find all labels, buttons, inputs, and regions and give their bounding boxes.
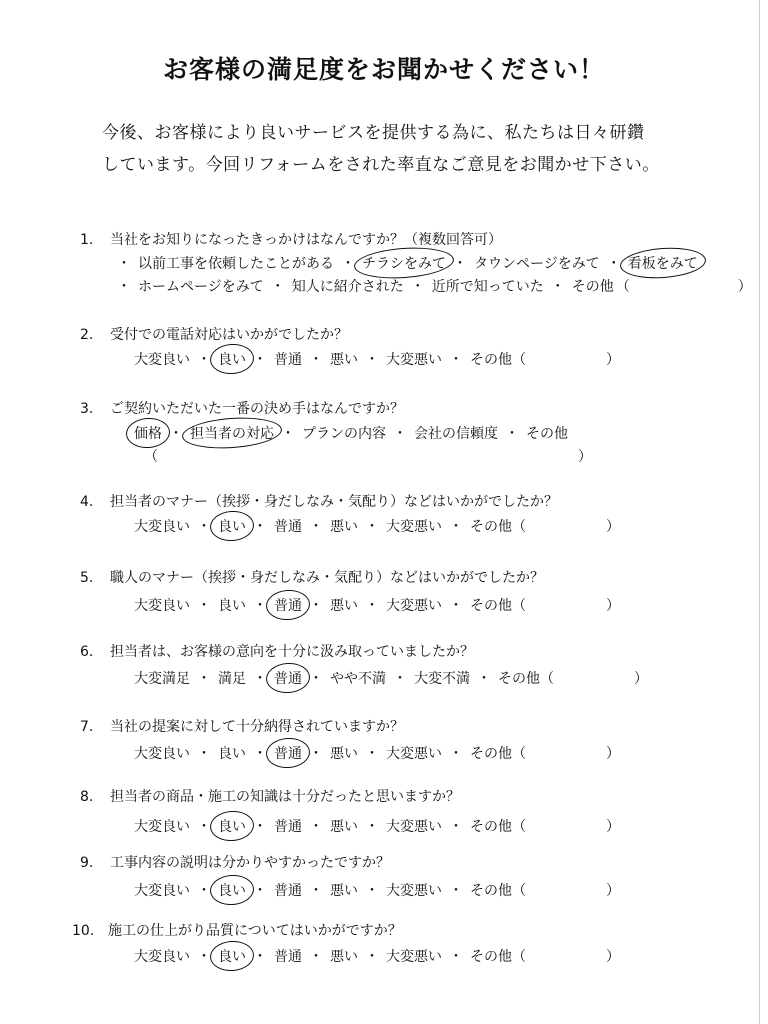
question-7-options: 大変良い ・ 良い ・ 普通 ・ 悪い ・ 大変悪い ・ その他 （ ） [134, 743, 620, 763]
option[interactable]: 普通 [274, 949, 302, 965]
other-paren-close: ） [578, 449, 592, 465]
question-5-options: 大変良い ・ 良い ・ 普通 ・ 悪い ・ 大変悪い ・ その他 （ ） [134, 595, 620, 615]
option[interactable]: 大変満足 [134, 671, 190, 687]
other-paren-open: （ [512, 352, 526, 368]
question-10-options: 大変良い ・ 良い ・ 普通 ・ 悪い ・ 大変悪い ・ その他 （ ） [134, 946, 620, 966]
option[interactable]: 大変悪い [386, 819, 442, 835]
option[interactable]: ホームページをみて [138, 279, 264, 295]
question-number: 6. [80, 644, 94, 660]
question-9-options: 大変良い ・ 良い ・ 普通 ・ 悪い ・ 大変悪い ・ その他 （ ） [134, 880, 620, 900]
option[interactable]: 大変悪い [386, 883, 442, 899]
option[interactable]: 以前工事を依頼したことがある [138, 256, 334, 272]
other-paren-open: （ [615, 279, 630, 295]
other-paren-open: （ [512, 746, 526, 762]
option-circled[interactable]: 価格 [134, 423, 162, 443]
other-paren-close: ） [606, 746, 620, 762]
option[interactable]: その他 [470, 519, 512, 535]
option[interactable]: 普通 [274, 883, 302, 899]
option[interactable]: タウンページをみて [474, 256, 600, 272]
option[interactable]: 大変悪い [386, 519, 442, 535]
question-text: 職人のマナー（挨拶・身だしなみ・気配り）などはいかがでしたか？ [110, 570, 544, 586]
question-6-options: 大変満足 ・ 満足 ・ 普通 ・ やや不満 ・ 大変不満 ・ その他 （ ） [134, 668, 648, 688]
question-2 [80, 324, 348, 344]
other-paren-open: （ [512, 598, 526, 614]
question-text: 担当者は、お客様の意向を十分に汲み取っていましたか？ [110, 644, 474, 660]
question-text: 施工の仕上がり品質についてはいかがですか？ [108, 923, 402, 939]
other-paren-open: （ [512, 949, 526, 965]
other-paren-open: （ [512, 819, 526, 835]
option[interactable]: その他 [470, 598, 512, 614]
question-10 [72, 920, 402, 940]
question-4-options: 大変良い ・ 良い ・ 普通 ・ 悪い ・ 大変悪い ・ その他 （ ） [134, 516, 620, 536]
option[interactable]: 大変悪い [386, 598, 442, 614]
question-number: 10. [72, 923, 95, 939]
question-number: 8. [80, 789, 94, 805]
option[interactable]: 悪い [330, 746, 358, 762]
option-circled[interactable]: 普通 [274, 743, 302, 763]
option[interactable]: 悪い [330, 819, 358, 835]
other-paren-close: ） [606, 519, 620, 535]
option-circled[interactable]: 普通 [274, 595, 302, 615]
option[interactable]: 大変良い [134, 819, 190, 835]
option[interactable]: 悪い [330, 949, 358, 965]
option[interactable]: 近所で知っていた [431, 279, 544, 295]
question-5 [80, 567, 544, 587]
option[interactable]: 悪い [330, 352, 358, 368]
option[interactable]: その他 [470, 949, 512, 965]
question-8 [80, 786, 460, 806]
question-7 [80, 716, 404, 736]
question-9 [80, 852, 390, 872]
question-1-options-row-2: ・ ホームページをみて ・ 知人に紹介された ・ 近所で知っていた ・ その他 （ ） [110, 276, 752, 296]
page-title: お客様の満足度をお聞かせください！ [162, 55, 605, 84]
option[interactable]: その他 [526, 426, 568, 442]
question-1 [80, 229, 502, 249]
option[interactable]: 良い [218, 598, 246, 614]
option-circled[interactable]: 良い [218, 516, 246, 536]
option-circled[interactable]: 良い [218, 816, 246, 836]
other-paren-close: ） [606, 352, 620, 368]
question-text: 当社の提案に対して十分納得されていますか？ [110, 719, 404, 735]
option[interactable]: 普通 [274, 519, 302, 535]
question-text: 工事内容の説明は分かりやすかったですか？ [110, 855, 390, 871]
other-paren-open: （ [144, 449, 158, 465]
option-circled[interactable]: 良い [218, 946, 246, 966]
option[interactable]: 大変良い [134, 352, 190, 368]
option[interactable]: その他 [498, 671, 540, 687]
question-number: 3. [80, 401, 94, 417]
other-paren-close: ） [606, 819, 620, 835]
question-3 [80, 398, 404, 418]
option[interactable]: 会社の信頼度 [414, 426, 498, 442]
option[interactable]: 普通 [274, 352, 302, 368]
option[interactable]: 大変悪い [386, 352, 442, 368]
question-number: 5. [80, 570, 94, 586]
option[interactable]: 悪い [330, 598, 358, 614]
option[interactable]: その他 [470, 819, 512, 835]
option[interactable]: プランの内容 [302, 426, 386, 442]
question-number: 7. [80, 719, 94, 735]
question-text: ご契約いただいた一番の決め手はなんですか？ [110, 401, 404, 417]
other-paren-close: ） [606, 949, 620, 965]
option-circled[interactable]: 看板をみて [628, 253, 698, 273]
intro-line-2: しています。今回リフォームをされた率直なご意見をお聞かせ下さい。 [102, 155, 660, 175]
option[interactable]: 大変良い [134, 883, 190, 899]
question-number: 9. [80, 855, 94, 871]
other-paren-open: （ [512, 519, 526, 535]
question-text: 担当者のマナー（挨拶・身だしなみ・気配り）などはいかがでしたか？ [110, 494, 558, 510]
option[interactable]: 普通 [274, 819, 302, 835]
option[interactable]: 知人に紹介された [291, 279, 404, 295]
option[interactable]: その他 [571, 279, 614, 295]
question-8-options: 大変良い ・ 良い ・ 普通 ・ 悪い ・ 大変悪い ・ その他 （ ） [134, 816, 620, 836]
option[interactable]: 満足 [218, 671, 246, 687]
question-3-options: 価格 ・ 担当者の対応 ・ プランの内容 ・ 会社の信頼度 ・ その他 [134, 423, 568, 443]
option-circled[interactable]: 良い [218, 349, 246, 369]
option-circled[interactable]: チラシをみて [362, 253, 446, 273]
intro-line-1: 今後、お客様により良いサービスを提供する為に、私たちは日々研鑽 [102, 123, 645, 143]
option[interactable]: 大変不満 [414, 671, 470, 687]
option[interactable]: 悪い [330, 519, 358, 535]
option-circled[interactable]: 担当者の対応 [190, 423, 274, 443]
other-paren-close: ） [634, 671, 648, 687]
option[interactable]: その他 [470, 746, 512, 762]
question-2-options: 大変良い ・ 良い ・ 普通 ・ 悪い ・ 大変悪い ・ その他 （ ） [134, 349, 620, 369]
question-3-other [144, 446, 592, 466]
option[interactable]: 良い [218, 746, 246, 762]
question-1-options-row-1: ・ 以前工事を依頼したことがある ・ チラシをみて ・ タウンページをみて ・ 看板をみて [110, 253, 698, 273]
option[interactable]: 大変良い [134, 746, 190, 762]
option[interactable]: やや不満 [330, 671, 386, 687]
option[interactable]: 大変悪い [386, 746, 442, 762]
option[interactable]: 大変良い [134, 598, 190, 614]
option[interactable]: 大変悪い [386, 949, 442, 965]
option[interactable]: 悪い [330, 883, 358, 899]
other-paren-open: （ [512, 883, 526, 899]
question-4 [80, 491, 558, 511]
option-circled[interactable]: 良い [218, 880, 246, 900]
option-circled[interactable]: 普通 [274, 668, 302, 688]
question-number: 2. [80, 327, 94, 343]
question-number: 4. [80, 494, 94, 510]
question-text: 受付での電話対応はいかがでしたか？ [110, 327, 348, 343]
option[interactable]: その他 [470, 883, 512, 899]
other-paren-close: ） [606, 883, 620, 899]
other-paren-close: ） [606, 598, 620, 614]
question-text: 担当者の商品・施工の知識は十分だったと思いますか？ [110, 789, 460, 805]
other-paren-close: ） [737, 279, 752, 295]
option[interactable]: 大変良い [134, 519, 190, 535]
question-number: 1. [80, 232, 94, 248]
option[interactable]: その他 [470, 352, 512, 368]
other-paren-open: （ [540, 671, 554, 687]
question-6 [80, 641, 474, 661]
question-text: 当社をお知りになったきっかけはなんですか？（複数回答可） [110, 232, 502, 248]
option[interactable]: 大変良い [134, 949, 190, 965]
page-edge [759, 0, 760, 1024]
